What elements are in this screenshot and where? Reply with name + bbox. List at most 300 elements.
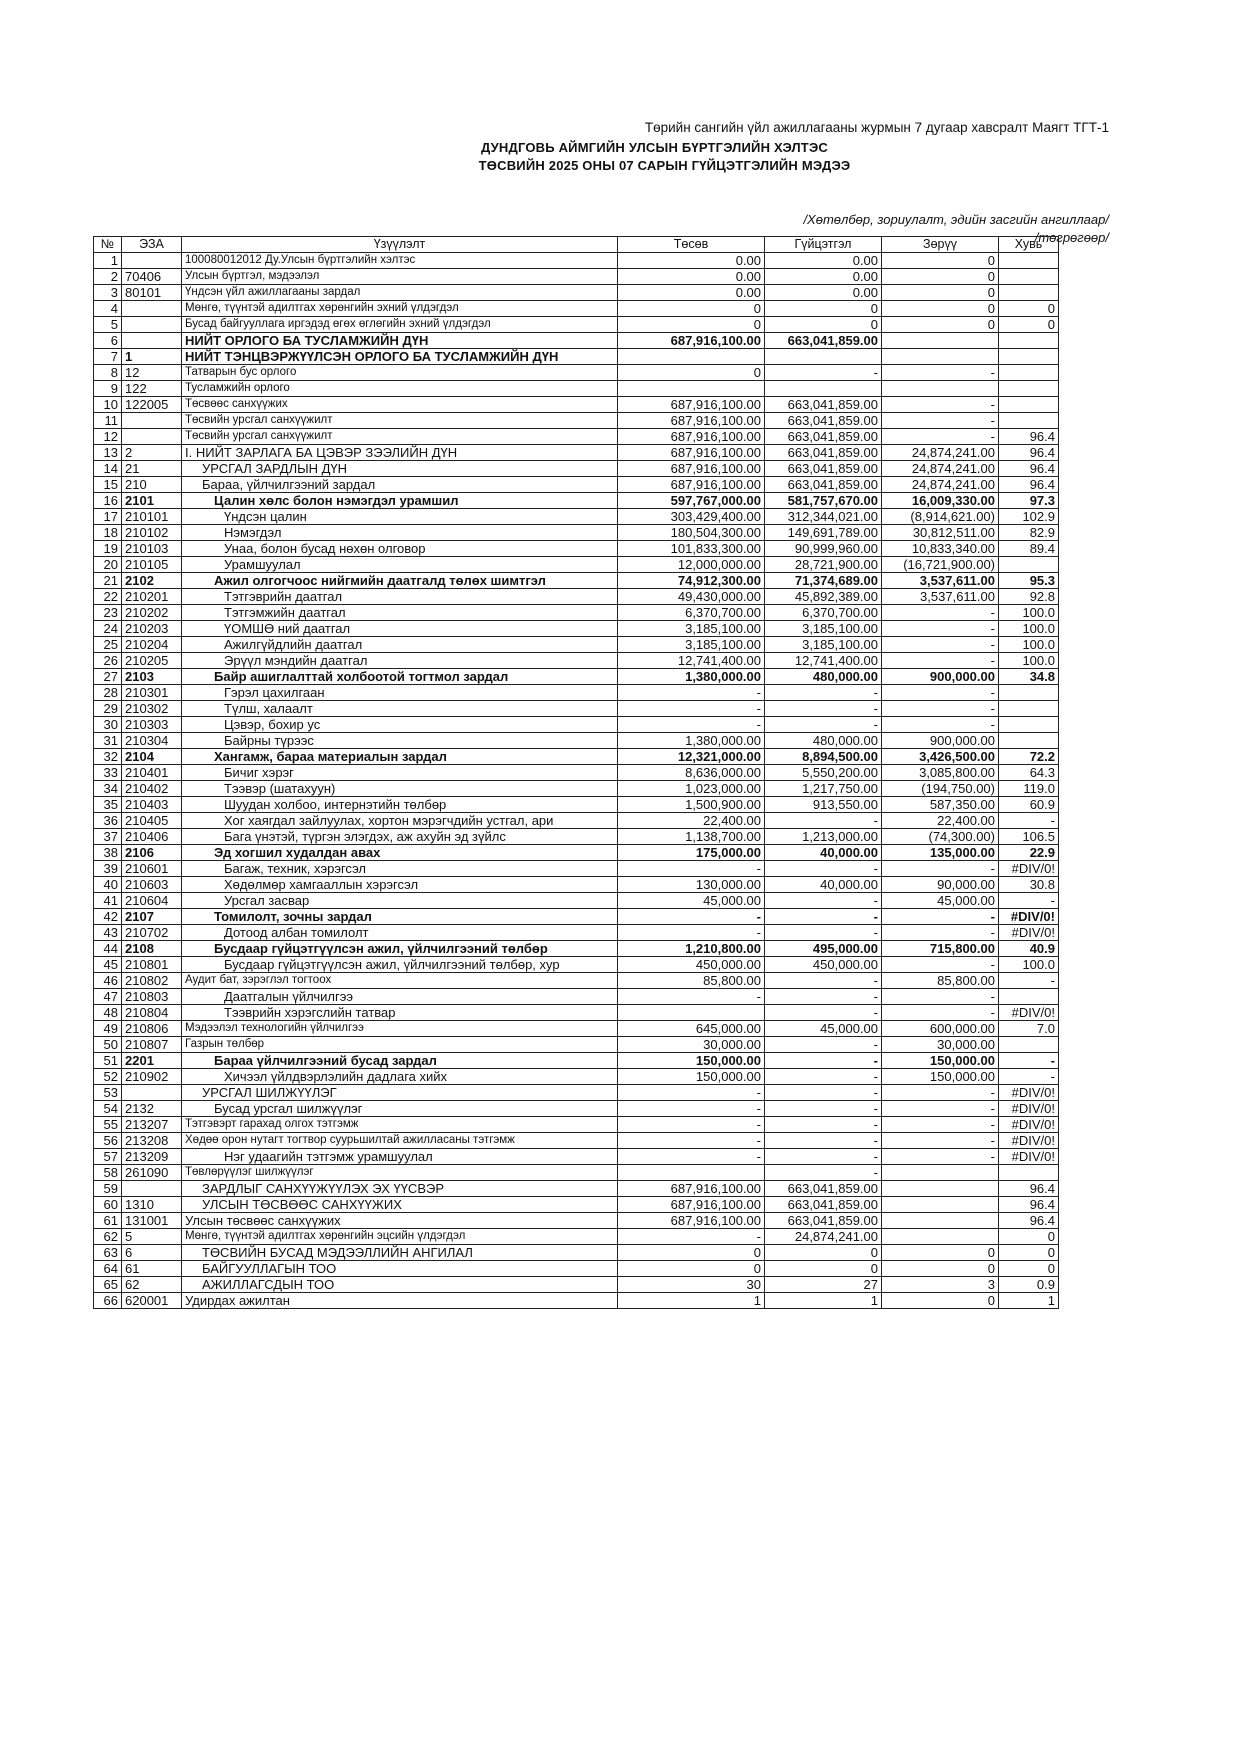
- cell-no: 2: [94, 269, 122, 285]
- table-row: [94, 1261, 1059, 1277]
- cell-percent: #DIV/0!: [999, 1085, 1059, 1101]
- cell-no: 26: [94, 653, 122, 669]
- cell-budget: -: [618, 1229, 765, 1245]
- cell-budget: -: [618, 1085, 765, 1101]
- table-row: [94, 877, 1059, 893]
- cell-indicator: Шуудан холбоо, интернэтийн төлбөр: [182, 797, 618, 813]
- column-header-no: №: [94, 237, 122, 253]
- cell-performance: 40,000.00: [765, 877, 882, 893]
- cell-percent: -: [999, 1069, 1059, 1085]
- cell-budget: -: [618, 909, 765, 925]
- cell-no: 32: [94, 749, 122, 765]
- cell-no: 36: [94, 813, 122, 829]
- cell-performance: 149,691,789.00: [765, 525, 882, 541]
- cell-percent: 100.0: [999, 621, 1059, 637]
- cell-budget: 74,912,300.00: [618, 573, 765, 589]
- cell-performance: 90,999,960.00: [765, 541, 882, 557]
- table-row: [94, 701, 1059, 717]
- cell-percent: 100.0: [999, 957, 1059, 973]
- cell-eza: 210801: [122, 957, 182, 973]
- cell-eza: 210804: [122, 1005, 182, 1021]
- cell-difference: (194,750.00): [882, 781, 999, 797]
- cell-performance: 45,892,389.00: [765, 589, 882, 605]
- cell-budget: -: [618, 1101, 765, 1117]
- cell-no: 56: [94, 1133, 122, 1149]
- cell-performance: 495,000.00: [765, 941, 882, 957]
- table-row: [94, 269, 1059, 285]
- cell-no: 33: [94, 765, 122, 781]
- table-body: [94, 253, 1059, 1309]
- cell-difference: 85,800.00: [882, 973, 999, 989]
- cell-performance: -: [765, 717, 882, 733]
- cell-no: 46: [94, 973, 122, 989]
- cell-difference: 30,000.00: [882, 1037, 999, 1053]
- column-header-difference: Зөрүү: [882, 237, 999, 253]
- table-row: [94, 813, 1059, 829]
- table-row: [94, 397, 1059, 413]
- cell-indicator: Тээврийн хэрэгслийн татвар: [182, 1005, 618, 1021]
- table-row: [94, 1069, 1059, 1085]
- cell-eza: 213207: [122, 1117, 182, 1133]
- column-header-indicator: Үзүүлэлт: [182, 237, 618, 253]
- cell-budget: 0: [618, 317, 765, 333]
- table-row: [94, 749, 1059, 765]
- cell-budget: 645,000.00: [618, 1021, 765, 1037]
- cell-budget: 85,800.00: [618, 973, 765, 989]
- cell-percent: 96.4: [999, 429, 1059, 445]
- cell-budget: 687,916,100.00: [618, 461, 765, 477]
- table-row: [94, 381, 1059, 397]
- cell-indicator: Үндсэн цалин: [182, 509, 618, 525]
- table-row: [94, 285, 1059, 301]
- cell-indicator: Хичээл үйлдвэрлэлийн дадлага хийх: [182, 1069, 618, 1085]
- cell-percent: [999, 381, 1059, 397]
- cell-budget: -: [618, 717, 765, 733]
- table-row: [94, 1229, 1059, 1245]
- cell-budget: 687,916,100.00: [618, 333, 765, 349]
- cell-difference: 0: [882, 1261, 999, 1277]
- cell-no: 66: [94, 1293, 122, 1309]
- cell-eza: 210902: [122, 1069, 182, 1085]
- cell-indicator: Түлш, халаалт: [182, 701, 618, 717]
- cell-performance: -: [765, 1069, 882, 1085]
- cell-difference: 150,000.00: [882, 1053, 999, 1069]
- cell-percent: 97.3: [999, 493, 1059, 509]
- cell-indicator: Гэрэл цахилгаан: [182, 685, 618, 701]
- budget-execution-table: [93, 236, 1059, 1309]
- cell-eza: [122, 1181, 182, 1197]
- cell-performance: 312,344,021.00: [765, 509, 882, 525]
- cell-eza: 61: [122, 1261, 182, 1277]
- cell-eza: [122, 317, 182, 333]
- cell-no: 48: [94, 1005, 122, 1021]
- cell-eza: 210802: [122, 973, 182, 989]
- cell-difference: [882, 349, 999, 365]
- table-row: [94, 1149, 1059, 1165]
- cell-no: 31: [94, 733, 122, 749]
- cell-performance: 1: [765, 1293, 882, 1309]
- cell-no: 21: [94, 573, 122, 589]
- cell-eza: 12: [122, 365, 182, 381]
- cell-performance: -: [765, 1037, 882, 1053]
- cell-budget: 1: [618, 1293, 765, 1309]
- cell-difference: -: [882, 861, 999, 877]
- cell-difference: -: [882, 637, 999, 653]
- cell-percent: [999, 285, 1059, 301]
- cell-no: 39: [94, 861, 122, 877]
- cell-budget: [618, 1005, 765, 1021]
- cell-eza: 1310: [122, 1197, 182, 1213]
- cell-no: 59: [94, 1181, 122, 1197]
- table-row: [94, 1213, 1059, 1229]
- cell-difference: 30,812,511.00: [882, 525, 999, 541]
- cell-eza: 1: [122, 349, 182, 365]
- cell-performance: -: [765, 365, 882, 381]
- cell-difference: -: [882, 365, 999, 381]
- cell-indicator: Даатгалын үйлчилгээ: [182, 989, 618, 1005]
- table-row: [94, 893, 1059, 909]
- cell-indicator: Хангамж, бараа материалын зардал: [182, 749, 618, 765]
- table-row: [94, 925, 1059, 941]
- cell-budget: 1,500,900.00: [618, 797, 765, 813]
- cell-budget: 1,210,800.00: [618, 941, 765, 957]
- cell-budget: 49,430,000.00: [618, 589, 765, 605]
- cell-no: 57: [94, 1149, 122, 1165]
- cell-performance: 0.00: [765, 269, 882, 285]
- currency-unit-note: /төгрөгөөр/: [1034, 230, 1109, 245]
- cell-budget: [618, 349, 765, 365]
- cell-indicator: Тэтгэмжийн даатгал: [182, 605, 618, 621]
- cell-indicator: Хөдөө орон нутагт тогтвор суурьшилтай ажилласаны тэтгэмж: [182, 1133, 618, 1149]
- cell-no: 45: [94, 957, 122, 973]
- cell-indicator: Эрүүл мэндийн даатгал: [182, 653, 618, 669]
- cell-indicator: Хөдөлмөр хамгааллын хэрэгсэл: [182, 877, 618, 893]
- cell-performance: 12,741,400.00: [765, 653, 882, 669]
- cell-no: 27: [94, 669, 122, 685]
- cell-eza: 213208: [122, 1133, 182, 1149]
- cell-no: 9: [94, 381, 122, 397]
- cell-budget: 130,000.00: [618, 877, 765, 893]
- cell-performance: 1,213,000.00: [765, 829, 882, 845]
- cell-eza: 210102: [122, 525, 182, 541]
- cell-no: 24: [94, 621, 122, 637]
- cell-indicator: Ажил олгогчоос нийгмийн даатгалд төлөх шимтгэл: [182, 573, 618, 589]
- cell-indicator: Багаж, техник, хэрэгсэл: [182, 861, 618, 877]
- table-row: [94, 1005, 1059, 1021]
- cell-indicator: I. НИЙТ ЗАРЛАГА БА ЦЭВЭР ЗЭЭЛИЙН ДҮН: [182, 445, 618, 461]
- cell-no: 14: [94, 461, 122, 477]
- cell-eza: 21: [122, 461, 182, 477]
- cell-eza: 210101: [122, 509, 182, 525]
- cell-budget: -: [618, 989, 765, 1005]
- table-row: [94, 797, 1059, 813]
- cell-difference: 0: [882, 1245, 999, 1261]
- cell-eza: 261090: [122, 1165, 182, 1181]
- cell-percent: 89.4: [999, 541, 1059, 557]
- cell-performance: -: [765, 861, 882, 877]
- cell-indicator: Хог хаягдал зайлуулах, хортон мэрэгчдийн устгал, ари: [182, 813, 618, 829]
- cell-percent: 0: [999, 1245, 1059, 1261]
- cell-performance: 0.00: [765, 253, 882, 269]
- cell-percent: #DIV/0!: [999, 861, 1059, 877]
- table-row: [94, 349, 1059, 365]
- cell-no: 62: [94, 1229, 122, 1245]
- cell-indicator: Цалин хөлс болон нэмэгдэл урамшил: [182, 493, 618, 509]
- table-row: [94, 957, 1059, 973]
- cell-indicator: Бараа, үйлчилгээний зардал: [182, 477, 618, 493]
- table-row: [94, 989, 1059, 1005]
- column-header-budget: Төсөв: [618, 237, 765, 253]
- cell-difference: -: [882, 397, 999, 413]
- cell-eza: 2107: [122, 909, 182, 925]
- cell-no: 41: [94, 893, 122, 909]
- cell-no: 5: [94, 317, 122, 333]
- cell-indicator: Урамшуулал: [182, 557, 618, 573]
- cell-eza: 2: [122, 445, 182, 461]
- cell-no: 13: [94, 445, 122, 461]
- cell-performance: [765, 349, 882, 365]
- cell-indicator: УРСГАЛ ЗАРДЛЫН ДҮН: [182, 461, 618, 477]
- cell-performance: 663,041,859.00: [765, 1197, 882, 1213]
- cell-budget: 3,185,100.00: [618, 621, 765, 637]
- table-row: [94, 637, 1059, 653]
- classification-note: /Хөтөлбөр, зориулалт, эдийн засгийн ангиллаар/: [803, 212, 1109, 227]
- cell-no: 1: [94, 253, 122, 269]
- cell-eza: 213209: [122, 1149, 182, 1165]
- cell-percent: [999, 1165, 1059, 1181]
- cell-percent: 40.9: [999, 941, 1059, 957]
- cell-percent: -: [999, 813, 1059, 829]
- cell-difference: 135,000.00: [882, 845, 999, 861]
- cell-percent: -: [999, 973, 1059, 989]
- table-row: [94, 733, 1059, 749]
- cell-no: 35: [94, 797, 122, 813]
- cell-no: 15: [94, 477, 122, 493]
- cell-difference: 3,426,500.00: [882, 749, 999, 765]
- cell-percent: 96.4: [999, 445, 1059, 461]
- cell-performance: [765, 381, 882, 397]
- cell-percent: [999, 333, 1059, 349]
- cell-indicator: УЛСЫН ТӨСВӨӨС САНХҮҮЖИХ: [182, 1197, 618, 1213]
- cell-performance: -: [765, 685, 882, 701]
- cell-eza: 2101: [122, 493, 182, 509]
- table-row: [94, 781, 1059, 797]
- table-row: [94, 509, 1059, 525]
- cell-performance: 663,041,859.00: [765, 413, 882, 429]
- cell-indicator: Бусад урсгал шилжүүлэг: [182, 1101, 618, 1117]
- cell-eza: [122, 413, 182, 429]
- cell-indicator: 100080012012 Ду.Улсын бүртгэлийн хэлтэс: [182, 253, 618, 269]
- cell-eza: 2132: [122, 1101, 182, 1117]
- cell-performance: 480,000.00: [765, 669, 882, 685]
- table-row: [94, 909, 1059, 925]
- cell-difference: -: [882, 413, 999, 429]
- cell-indicator: Татварын бус орлого: [182, 365, 618, 381]
- cell-performance: 40,000.00: [765, 845, 882, 861]
- cell-difference: -: [882, 1117, 999, 1133]
- cell-eza: 210803: [122, 989, 182, 1005]
- cell-difference: [882, 1197, 999, 1213]
- table-row: [94, 1053, 1059, 1069]
- cell-performance: 0: [765, 1261, 882, 1277]
- cell-difference: 0: [882, 253, 999, 269]
- cell-performance: 24,874,241.00: [765, 1229, 882, 1245]
- table-row: [94, 717, 1059, 733]
- cell-performance: 450,000.00: [765, 957, 882, 973]
- table-row: [94, 413, 1059, 429]
- cell-eza: 210203: [122, 621, 182, 637]
- table-row: [94, 605, 1059, 621]
- table-row: [94, 685, 1059, 701]
- cell-budget: -: [618, 701, 765, 717]
- cell-budget: 3,185,100.00: [618, 637, 765, 653]
- cell-percent: 0: [999, 317, 1059, 333]
- cell-no: 30: [94, 717, 122, 733]
- cell-difference: -: [882, 1101, 999, 1117]
- table-row: [94, 477, 1059, 493]
- cell-performance: 663,041,859.00: [765, 1181, 882, 1197]
- cell-no: 10: [94, 397, 122, 413]
- cell-percent: 92.8: [999, 589, 1059, 605]
- cell-difference: (16,721,900.00): [882, 557, 999, 573]
- cell-performance: 0: [765, 301, 882, 317]
- cell-budget: 687,916,100.00: [618, 477, 765, 493]
- table-row: [94, 557, 1059, 573]
- cell-budget: 687,916,100.00: [618, 429, 765, 445]
- cell-budget: 150,000.00: [618, 1069, 765, 1085]
- table-row: [94, 525, 1059, 541]
- cell-eza: 2108: [122, 941, 182, 957]
- cell-no: 54: [94, 1101, 122, 1117]
- table-row: [94, 829, 1059, 845]
- cell-percent: 119.0: [999, 781, 1059, 797]
- cell-no: 38: [94, 845, 122, 861]
- cell-no: 6: [94, 333, 122, 349]
- cell-eza: 210702: [122, 925, 182, 941]
- cell-indicator: Томилолт, зочны зардал: [182, 909, 618, 925]
- cell-difference: -: [882, 909, 999, 925]
- cell-no: 42: [94, 909, 122, 925]
- cell-performance: 0.00: [765, 285, 882, 301]
- cell-difference: 3,085,800.00: [882, 765, 999, 781]
- table-row: [94, 1293, 1059, 1309]
- cell-difference: 0: [882, 317, 999, 333]
- form-reference-note: Төрийн сангийн үйл ажиллагааны журмын 7 дугаар хавсралт Маягт ТГТ-1: [644, 120, 1109, 135]
- cell-performance: 663,041,859.00: [765, 477, 882, 493]
- cell-no: 51: [94, 1053, 122, 1069]
- cell-performance: -: [765, 813, 882, 829]
- cell-indicator: Урсгал засвар: [182, 893, 618, 909]
- cell-eza: 5: [122, 1229, 182, 1245]
- cell-eza: 210807: [122, 1037, 182, 1053]
- cell-no: 43: [94, 925, 122, 941]
- column-header-eza: ЭЗА: [122, 237, 182, 253]
- cell-indicator: Байрны түрээс: [182, 733, 618, 749]
- cell-eza: 2102: [122, 573, 182, 589]
- cell-budget: 175,000.00: [618, 845, 765, 861]
- cell-percent: [999, 685, 1059, 701]
- cell-budget: 8,636,000.00: [618, 765, 765, 781]
- cell-indicator: Тусламжийн орлого: [182, 381, 618, 397]
- cell-eza: 2201: [122, 1053, 182, 1069]
- cell-indicator: НИЙТ ОРЛОГО БА ТУСЛАМЖИЙН ДҮН: [182, 333, 618, 349]
- cell-performance: 3,185,100.00: [765, 621, 882, 637]
- cell-indicator: Улсын төсвөөс санхүүжих: [182, 1213, 618, 1229]
- cell-percent: 106.5: [999, 829, 1059, 845]
- cell-budget: 30: [618, 1277, 765, 1293]
- column-header-performance: Гүйцэтгэл: [765, 237, 882, 253]
- table-row: [94, 1101, 1059, 1117]
- cell-budget: 0.00: [618, 285, 765, 301]
- cell-percent: [999, 1037, 1059, 1053]
- table-row: [94, 1277, 1059, 1293]
- cell-indicator: Төсвөөс санхүүжих: [182, 397, 618, 413]
- cell-budget: 303,429,400.00: [618, 509, 765, 525]
- cell-performance: -: [765, 909, 882, 925]
- cell-budget: 150,000.00: [618, 1053, 765, 1069]
- cell-no: 53: [94, 1085, 122, 1101]
- cell-eza: 210603: [122, 877, 182, 893]
- cell-indicator: Үндсэн үйл ажиллагааны зардал: [182, 285, 618, 301]
- cell-percent: #DIV/0!: [999, 909, 1059, 925]
- cell-indicator: Мөнгө, түүнтэй адилтгах хөрөнгийн эхний үлдэгдэл: [182, 301, 618, 317]
- cell-no: 16: [94, 493, 122, 509]
- cell-difference: 24,874,241.00: [882, 445, 999, 461]
- cell-percent: 0: [999, 301, 1059, 317]
- cell-no: 29: [94, 701, 122, 717]
- cell-percent: 96.4: [999, 1213, 1059, 1229]
- cell-budget: -: [618, 685, 765, 701]
- cell-indicator: ТӨСВИЙН БУСАД МЭДЭЭЛЛИЙН АНГИЛАЛ: [182, 1245, 618, 1261]
- cell-percent: [999, 733, 1059, 749]
- cell-no: 52: [94, 1069, 122, 1085]
- table-row: [94, 973, 1059, 989]
- cell-percent: 100.0: [999, 605, 1059, 621]
- cell-performance: 45,000.00: [765, 1021, 882, 1037]
- cell-eza: 210406: [122, 829, 182, 845]
- table-row: [94, 1197, 1059, 1213]
- cell-eza: 2106: [122, 845, 182, 861]
- cell-indicator: Мэдээлэл технологийн үйлчилгээ: [182, 1021, 618, 1037]
- cell-no: 25: [94, 637, 122, 653]
- cell-eza: 122: [122, 381, 182, 397]
- cell-percent: #DIV/0!: [999, 925, 1059, 941]
- cell-indicator: НИЙТ ТЭНЦВЭРЖҮҮЛСЭН ОРЛОГО БА ТУСЛАМЖИЙН ДҮН: [182, 349, 618, 365]
- cell-percent: 96.4: [999, 1197, 1059, 1213]
- cell-difference: -: [882, 1085, 999, 1101]
- cell-eza: 80101: [122, 285, 182, 301]
- cell-no: 65: [94, 1277, 122, 1293]
- cell-difference: [882, 1229, 999, 1245]
- cell-percent: #DIV/0!: [999, 1005, 1059, 1021]
- cell-no: 47: [94, 989, 122, 1005]
- cell-eza: 210201: [122, 589, 182, 605]
- cell-performance: -: [765, 893, 882, 909]
- cell-budget: 597,767,000.00: [618, 493, 765, 509]
- cell-budget: 0.00: [618, 269, 765, 285]
- table-row: [94, 1021, 1059, 1037]
- cell-performance: 1,217,750.00: [765, 781, 882, 797]
- table-row: [94, 1245, 1059, 1261]
- cell-eza: 210806: [122, 1021, 182, 1037]
- cell-performance: -: [765, 1085, 882, 1101]
- cell-no: 60: [94, 1197, 122, 1213]
- document-title-line1: ДУНДГОВЬ АЙМГИЙН УЛСЫН БҮРТГЭЛИЙН ХЭЛТЭС: [480, 140, 828, 155]
- cell-percent: 7.0: [999, 1021, 1059, 1037]
- table-row: [94, 1133, 1059, 1149]
- cell-performance: -: [765, 1165, 882, 1181]
- cell-difference: -: [882, 925, 999, 941]
